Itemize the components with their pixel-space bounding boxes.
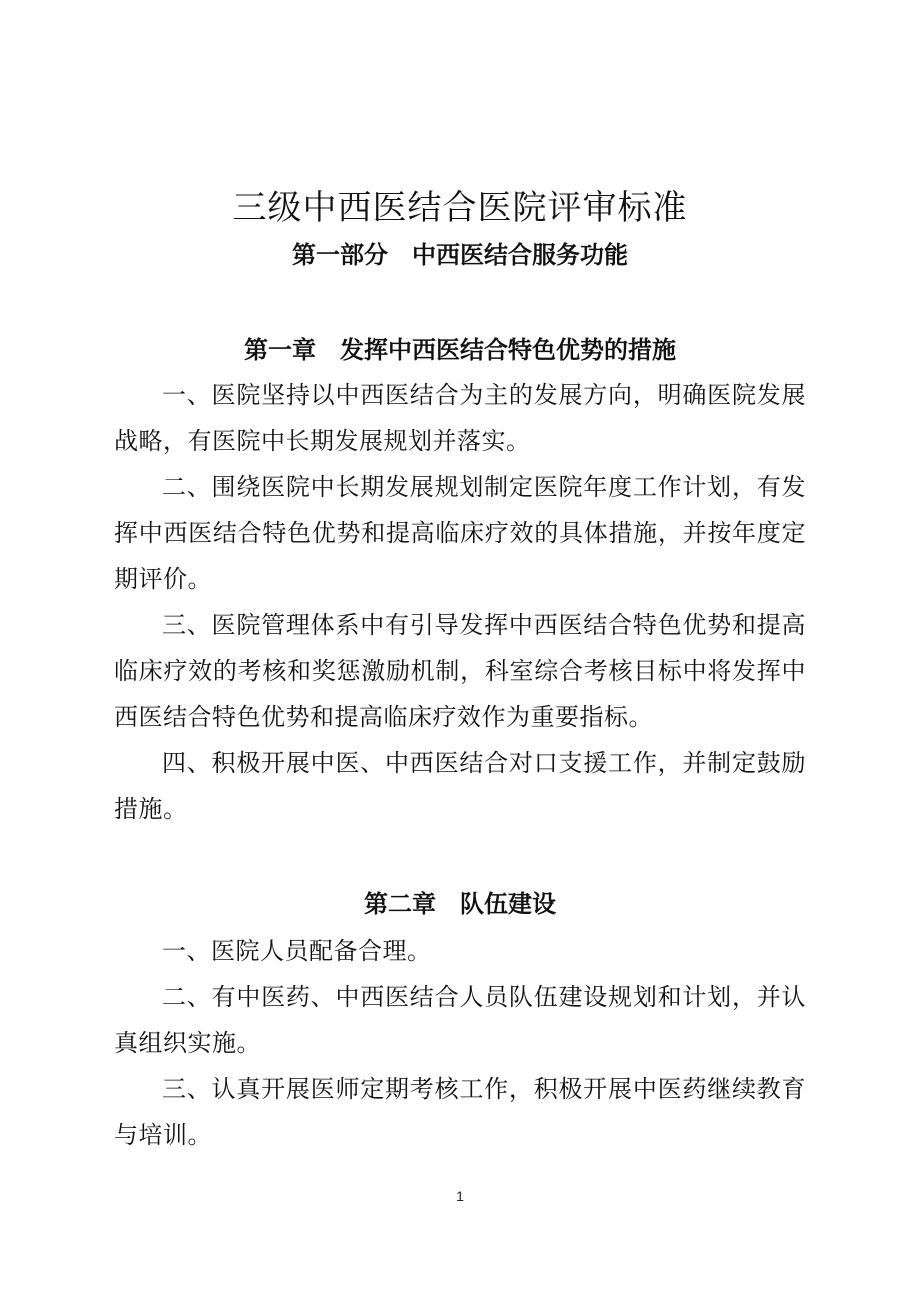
chapter-1-body	[114, 372, 806, 832]
document-title: 三级中西医结合医院评审标准	[232, 188, 688, 228]
part-title: 第一部分 中西医结合服务功能	[292, 241, 628, 269]
chapter-2-item-2: 二、有中医药、中西医结合人员队伍建设规划和计划，并认真组织实施。	[114, 983, 806, 1057]
chapter-1-item-4: 四、积极开展中医、中西医结合对口支援工作，并制定鼓励措施。	[114, 749, 806, 823]
chapter-2-item-1: 一、医院人员配备合理。	[162, 937, 432, 965]
chapter-1-item-1: 一、医院坚持以中西医结合为主的发展方向，明确医院发展战略，有医院中长期发展规划并落实。	[114, 381, 806, 455]
chapter-2-item-3: 三、认真开展医师定期考核工作，积极开展中医药继续教育与培训。	[114, 1075, 806, 1149]
chapter-2-body	[114, 928, 806, 1158]
chapter-2-title: 第二章 队伍建设	[364, 890, 556, 918]
chapter-1-item-2: 二、围绕医院中长期发展规划制定医院年度工作计划，有发挥中西医结合特色优势和提高临床疗效的具体措施，并按年度定期评价。	[114, 473, 806, 593]
page-number: 1	[456, 1188, 464, 1204]
chapter-1-title: 第一章 发挥中西医结合特色优势的措施	[244, 336, 676, 364]
chapter-1-item-3: 三、医院管理体系中有引导发挥中西医结合特色优势和提高临床疗效的考核和奖惩激励机制，科室综合考核目标中将发挥中西医结合特色优势和提高临床疗效作为重要指标。	[114, 611, 806, 731]
